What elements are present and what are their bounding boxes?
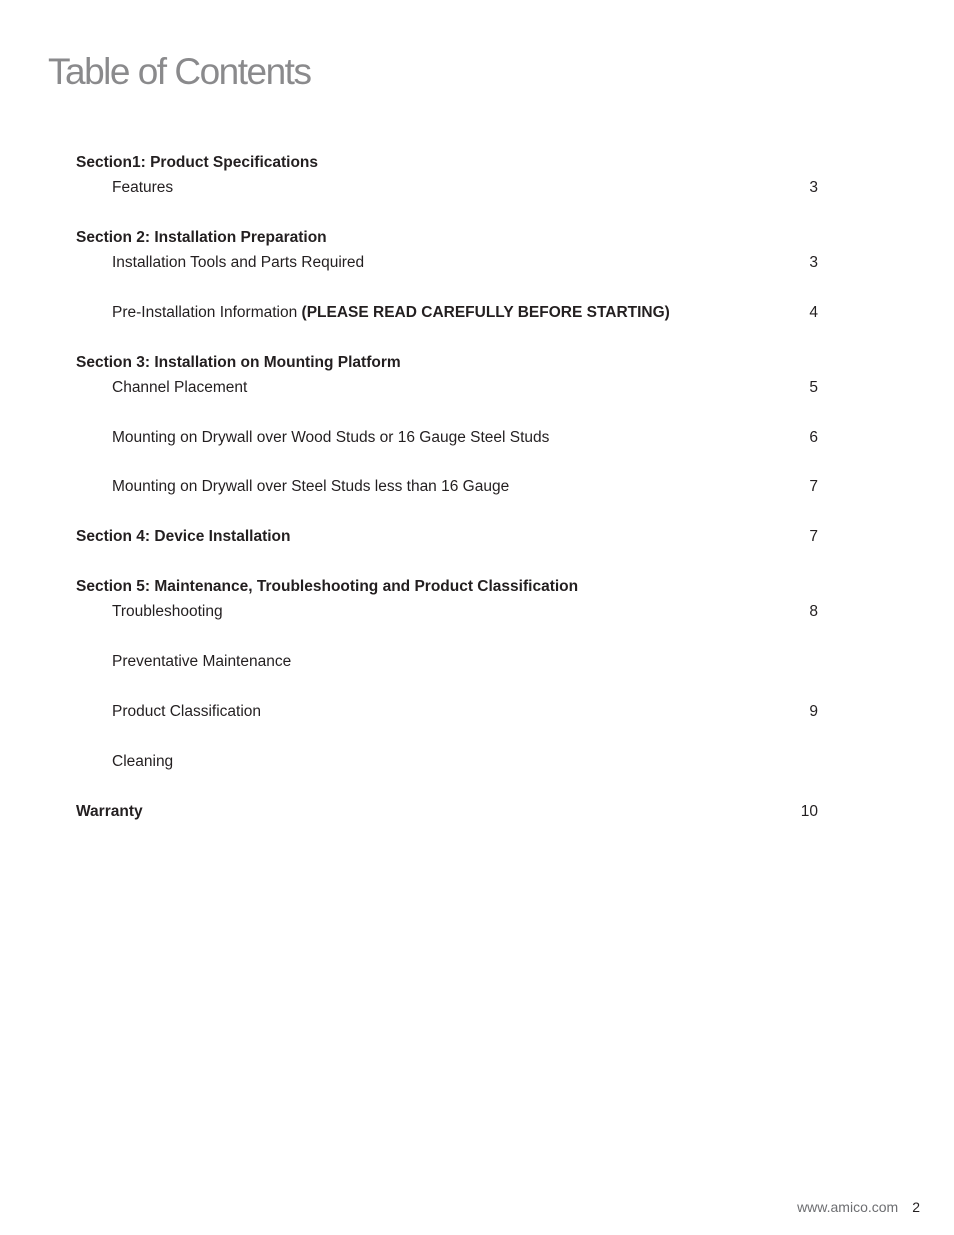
toc-item-features[interactable] bbox=[0, 177, 954, 199]
page-title: Table of Contents bbox=[48, 51, 311, 92]
toc-section-device-installation[interactable] bbox=[0, 526, 954, 548]
toc-section-installation-preparation[interactable] bbox=[0, 227, 954, 249]
toc-item-troubleshooting[interactable] bbox=[0, 601, 954, 623]
toc-item-pre-installation-information[interactable] bbox=[0, 302, 954, 324]
toc-label: Mounting on Drywall over Steel Studs less than 16 Gauge bbox=[112, 478, 510, 495]
toc-label: Section 2: Installation Preparation bbox=[76, 229, 327, 246]
toc-item-mounting-wood-studs[interactable] bbox=[0, 427, 954, 449]
toc-page-number: 3 bbox=[809, 179, 818, 196]
toc-section-maintenance[interactable] bbox=[0, 576, 954, 598]
toc-label bbox=[112, 302, 670, 324]
toc-label: Section 4: Device Installation bbox=[76, 528, 291, 545]
toc-item-cleaning[interactable] bbox=[0, 751, 954, 773]
toc-page-number: 4 bbox=[809, 304, 818, 321]
toc-label: Channel Placement bbox=[112, 379, 248, 396]
toc-section-installation-mounting-platform[interactable] bbox=[0, 352, 954, 374]
footer-page-number: 2 bbox=[912, 1199, 920, 1215]
toc-label: Section 5: Maintenance, Troubleshooting and Product Classification bbox=[76, 578, 579, 595]
toc-label: Section 3: Installation on Mounting Platform bbox=[76, 354, 401, 371]
toc-label: Installation Tools and Parts Required bbox=[112, 254, 365, 271]
toc-page-number: 7 bbox=[809, 528, 818, 545]
footer-website-link[interactable]: www.amico.com bbox=[797, 1199, 899, 1215]
toc-item-installation-tools[interactable] bbox=[0, 252, 954, 274]
toc-page-number: 8 bbox=[809, 603, 818, 620]
toc-label-warning: (PLEASE READ CAREFULLY BEFORE STARTING) bbox=[301, 304, 670, 321]
toc-page-number: 6 bbox=[809, 429, 818, 446]
toc-item-product-classification[interactable] bbox=[0, 701, 954, 723]
toc-item-preventative-maintenance[interactable] bbox=[0, 651, 954, 673]
toc-label: Section1: Product Specifications bbox=[76, 154, 319, 171]
toc-label: Features bbox=[112, 179, 174, 196]
page-footer bbox=[797, 1197, 920, 1217]
toc-item-channel-placement[interactable] bbox=[0, 377, 954, 399]
toc-label-text: Pre-Installation Information bbox=[112, 304, 302, 321]
toc-section-product-specifications[interactable] bbox=[0, 152, 954, 174]
toc-page-number: 3 bbox=[809, 254, 818, 271]
toc-label: Product Classification bbox=[112, 703, 262, 720]
toc-label: Preventative Maintenance bbox=[112, 653, 292, 670]
toc-section-warranty[interactable] bbox=[0, 801, 954, 823]
toc-item-mounting-steel-studs[interactable] bbox=[0, 476, 954, 498]
toc-label: Mounting on Drywall over Wood Studs or 16 Gauge Steel Studs bbox=[112, 429, 550, 446]
toc-page-number: 5 bbox=[809, 379, 818, 396]
toc-label: Warranty bbox=[76, 803, 143, 820]
toc-label: Cleaning bbox=[112, 753, 174, 770]
toc-label: Troubleshooting bbox=[112, 603, 223, 620]
toc-page-number: 9 bbox=[809, 703, 818, 720]
toc-page-number: 10 bbox=[800, 803, 818, 820]
toc-page-number: 7 bbox=[809, 478, 818, 495]
